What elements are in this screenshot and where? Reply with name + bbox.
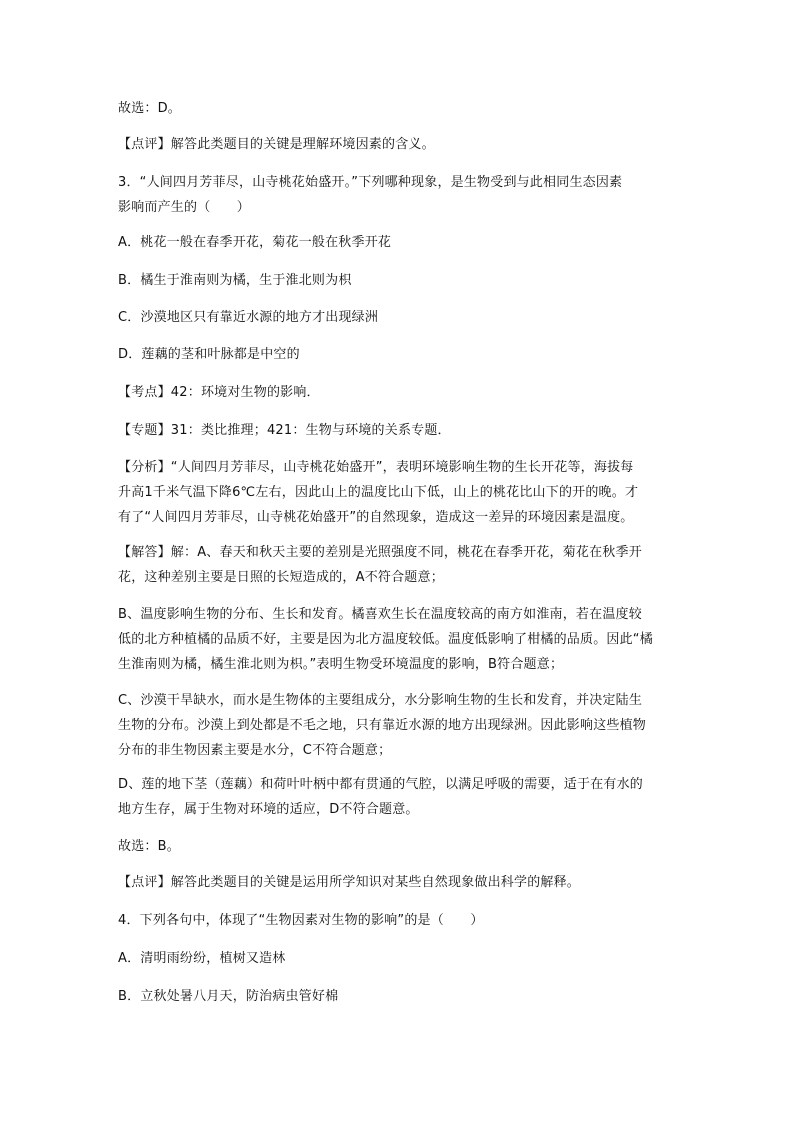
- text-line: 【分析】“人间四月芳菲尽，山寺桃花始盛开”，表明环境影响生物的生长开花等，海拔每: [118, 460, 634, 475]
- text-line: B．立秋处暑八月天，防治病虫管好棉: [118, 989, 339, 1004]
- solution-a-paragraph: [118, 540, 678, 590]
- text-line: D．莲藕的茎和叶脉都是中空的: [118, 347, 300, 362]
- comment-paragraph: [118, 870, 678, 895]
- text-line: 故选：B。: [118, 839, 180, 854]
- option-d: [118, 342, 678, 367]
- text-line: 影响而产生的（ ）: [118, 200, 251, 215]
- question-3: [118, 170, 678, 220]
- solution-b-paragraph: [118, 602, 678, 677]
- text-line: C．沙漠地区只有靠近水源的地方才出现绿洲: [118, 310, 379, 325]
- text-line: 【专题】31：类比推理；421：生物与环境的关系专题．: [118, 423, 451, 438]
- text-line: 【解答】解：A、春天和秋天主要的差别是光照强度不同，桃花在春季开花，菊花在秋季开: [118, 545, 642, 560]
- text-line: 4．下列各句中，体现了“生物因素对生物的影响”的是（ ）: [118, 913, 484, 928]
- kaodian-paragraph: [118, 380, 678, 405]
- solution-d-paragraph: [118, 772, 678, 822]
- text-line: A．桃花一般在春季开花，菊花一般在秋季开花: [118, 235, 392, 250]
- text-line: A．清明雨纷纷，植树又造林: [118, 951, 286, 966]
- text-line: 【点评】解答此类题目的关键是理解环境因素的含义。: [118, 137, 435, 152]
- text-line: 分布的非生物因素主要是水分，C不符合题意；: [118, 743, 392, 758]
- option-a: [118, 946, 678, 971]
- text-line: 生淮南则为橘，橘生淮北则为枳。”表明生物受环境温度的影响，B符合题意；: [118, 657, 564, 672]
- text-line: 花，这种差别主要是日照的长短造成的，A不符合题意；: [118, 570, 444, 585]
- text-line: 升高1千米气温下降6℃左右，因此山上的温度比山下低，山上的桃花比山下的开的晚。才: [118, 485, 639, 500]
- comment-paragraph: [118, 132, 678, 157]
- text-line: 低的北方种植橘的品质不好，主要是因为北方温度较低。温度低影响了柑橘的品质。因此“橘: [118, 632, 653, 647]
- text-line: 【考点】42：环境对生物的影响．: [118, 385, 320, 400]
- text-line: 故选：D。: [118, 101, 182, 116]
- option-c: [118, 305, 678, 330]
- answer-line: [118, 834, 678, 859]
- text-line: B、温度影响生物的分布、生长和发育。橘喜欢生长在温度较高的南方如淮南，若在温度较: [118, 607, 642, 622]
- option-b: [118, 984, 678, 1009]
- text-line: B．橘生于淮南则为橘，生于淮北则为枳: [118, 273, 352, 288]
- analysis-paragraph: [118, 455, 678, 530]
- question-4: [118, 908, 678, 933]
- option-b: [118, 268, 678, 293]
- text-line: 有了“人间四月芳菲尽，山寺桃花始盛开”的自然现象，造成这一差异的环境因素是温度。: [118, 510, 634, 525]
- text-line: 地方生存，属于生物对环境的适应，D不符合题意。: [118, 802, 419, 817]
- text-line: D、莲的地下茎（莲藕）和荷叶叶柄中都有贯通的气腔，以满足呼吸的需要，适于在有水的: [118, 777, 644, 792]
- solution-c-paragraph: [118, 688, 678, 763]
- text-line: C、沙漠干旱缺水，而水是生物体的主要组成分，水分影响生物的生长和发育，并决定陆生: [118, 693, 643, 708]
- text-line: 3．“人间四月芳菲尽，山寺桃花始盛开。”下列哪种现象，是生物受到与此相同生态因素: [118, 175, 623, 190]
- text-line: 生物的分布。沙漠上到处都是不毛之地，只有靠近水源的地方出现绿洲。因此影响这些植物: [118, 718, 647, 733]
- text-line: 【点评】解答此类题目的关键是运用所学知识对某些自然现象做出科学的解释。: [118, 875, 581, 890]
- zhuanti-paragraph: [118, 418, 678, 443]
- option-a: [118, 230, 678, 255]
- answer-line: [118, 96, 678, 121]
